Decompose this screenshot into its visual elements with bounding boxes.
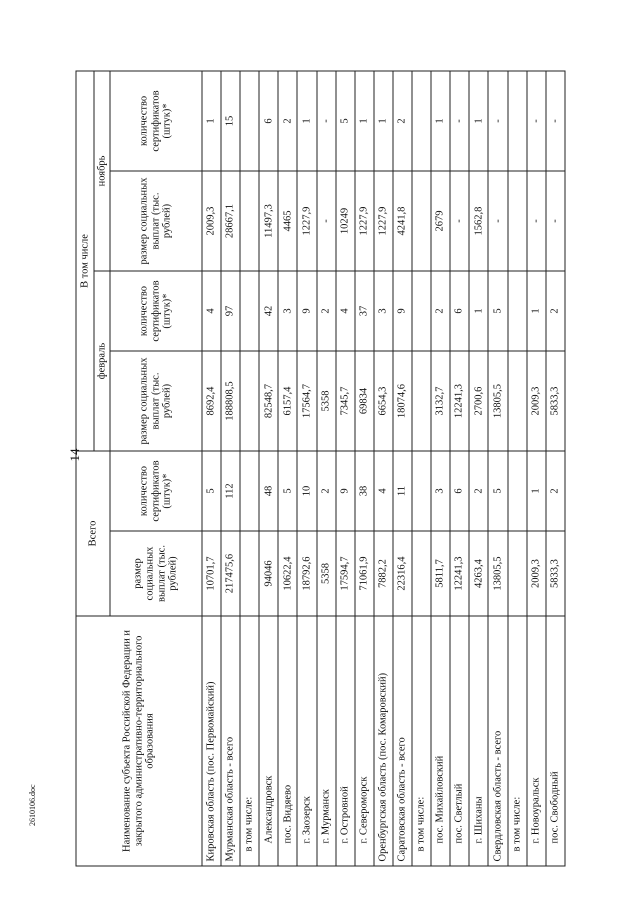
cell-n-count: 5 <box>335 71 354 171</box>
cell-t-count: 2 <box>469 451 488 531</box>
cell-f-count: 4 <box>335 271 354 351</box>
cell-t-count: 38 <box>354 451 373 531</box>
cell-f-count: 3 <box>278 271 297 351</box>
cell-n-count: - <box>545 71 564 171</box>
cell-t-size: 10622,4 <box>278 531 297 616</box>
cell-n-count: 1 <box>297 71 316 171</box>
cell-n-count: 2 <box>392 71 411 171</box>
cell-name: г. Новоуральск <box>526 616 545 866</box>
header-feb-count: количество сертификатов (штук)* <box>110 271 202 351</box>
cell-name: г. Мурманск <box>316 616 335 866</box>
cell-f-size: 6157,4 <box>278 351 297 451</box>
table-row <box>373 71 392 866</box>
header-total-size: размер социальных выплат (тыс. рублей) <box>110 531 202 616</box>
cell-f-size: 13805,5 <box>488 351 507 451</box>
cell-n-size: 10249 <box>335 171 354 271</box>
cell-name: в том числе: <box>507 616 526 866</box>
cell-n-count: 1 <box>354 71 373 171</box>
table-row <box>507 71 526 866</box>
cell-t-count: 1 <box>526 451 545 531</box>
cell-name: пос. Светлый <box>450 616 469 866</box>
cell-t-size: 5358 <box>316 531 335 616</box>
cell-name: в том числе: <box>412 616 431 866</box>
cell-n-size: 2009,3 <box>202 171 221 271</box>
cell-n-size: 1227,9 <box>297 171 316 271</box>
table-row <box>431 71 450 866</box>
cell-name: г. Заозерск <box>297 616 316 866</box>
cell-t-size: 13805,5 <box>488 531 507 616</box>
cell-t-size: 17594,7 <box>335 531 354 616</box>
table-row <box>335 71 354 866</box>
cell-n-count: 6 <box>259 71 278 171</box>
page-number: 14 <box>67 448 82 462</box>
cell-n-size: 11497,3 <box>259 171 278 271</box>
table-row <box>526 71 545 866</box>
table-row <box>488 71 507 866</box>
cell-name: Свердловская область - всего <box>488 616 507 866</box>
cell-n-size: - <box>450 171 469 271</box>
cell-t-size: 94046 <box>259 531 278 616</box>
cell-f-size: 6654,3 <box>373 351 392 451</box>
cell-t-count: 9 <box>335 451 354 531</box>
cell-t-count <box>240 451 259 531</box>
cell-f-size <box>412 351 431 451</box>
cell-n-size <box>240 171 259 271</box>
cell-t-count: 11 <box>392 451 411 531</box>
rotated-table-wrapper <box>75 72 565 867</box>
cell-f-count: 37 <box>354 271 373 351</box>
cell-t-count <box>412 451 431 531</box>
cell-f-count: 3 <box>373 271 392 351</box>
cell-n-size: 2679 <box>431 171 450 271</box>
cell-t-count: 4 <box>373 451 392 531</box>
cell-name: в том числе: <box>240 616 259 866</box>
header-nov-size: размер социальных выплат (тыс. рублей) <box>110 171 202 271</box>
cell-name: Саратовская область - всего <box>392 616 411 866</box>
cell-t-count: 5 <box>202 451 221 531</box>
cell-f-size: 8692,4 <box>202 351 221 451</box>
cell-t-count: 2 <box>316 451 335 531</box>
cell-f-count: 97 <box>221 271 240 351</box>
cell-n-count: - <box>488 71 507 171</box>
cell-t-size: 18792,6 <box>297 531 316 616</box>
cell-t-count: 6 <box>450 451 469 531</box>
cell-n-size: - <box>316 171 335 271</box>
cell-name: г. Шиханы <box>469 616 488 866</box>
cell-t-size: 5833,3 <box>545 531 564 616</box>
header-name: Наименование субъекта Российской Федерации и закрытого административно-территориального образования <box>76 616 202 866</box>
cell-t-size: 4263,4 <box>469 531 488 616</box>
cell-t-size: 71061,9 <box>354 531 373 616</box>
document-code: 2610106.doc <box>28 784 37 826</box>
cell-n-count <box>240 71 259 171</box>
cell-f-count: 1 <box>469 271 488 351</box>
cell-name: г. Островной <box>335 616 354 866</box>
header-total-count: количество сертификатов (штук)* <box>110 451 202 531</box>
table-row <box>221 71 240 866</box>
cell-t-count: 112 <box>221 451 240 531</box>
cell-n-size: 1227,9 <box>354 171 373 271</box>
cell-f-size: 18074,6 <box>392 351 411 451</box>
table-row <box>240 71 259 866</box>
cell-f-size: 17564,7 <box>297 351 316 451</box>
cell-n-count: 1 <box>431 71 450 171</box>
cell-f-count: 9 <box>392 271 411 351</box>
cell-t-size: 217475,6 <box>221 531 240 616</box>
cell-f-size <box>240 351 259 451</box>
cell-name: Оренбургская область (пос. Комаровский) <box>373 616 392 866</box>
cell-n-count: 2 <box>278 71 297 171</box>
cell-f-count: 2 <box>545 271 564 351</box>
cell-n-size <box>507 171 526 271</box>
cell-n-count <box>412 71 431 171</box>
cell-name: пос. Михайловский <box>431 616 450 866</box>
cell-t-size: 5811,7 <box>431 531 450 616</box>
cell-f-size: 2009,3 <box>526 351 545 451</box>
cell-n-size: - <box>545 171 564 271</box>
cell-t-size: 12241,3 <box>450 531 469 616</box>
cell-f-count: 2 <box>316 271 335 351</box>
cell-t-size: 7882,2 <box>373 531 392 616</box>
cell-t-size <box>507 531 526 616</box>
cell-f-size: 7345,7 <box>335 351 354 451</box>
table-row <box>278 71 297 866</box>
header-feb-size: размер социальных выплат (тыс. рублей) <box>110 351 202 451</box>
cell-name: Кировская область (пос. Первомайский) <box>202 616 221 866</box>
cell-n-count: 1 <box>202 71 221 171</box>
cell-f-size: 188808,5 <box>221 351 240 451</box>
cell-t-size: 2009,3 <box>526 531 545 616</box>
cell-name: Мурманская область - всего <box>221 616 240 866</box>
cell-t-count: 3 <box>431 451 450 531</box>
cell-t-size: 22316,4 <box>392 531 411 616</box>
header-total: Всего <box>76 451 110 616</box>
cell-n-count: - <box>450 71 469 171</box>
table-row <box>202 71 221 866</box>
table-body <box>202 71 565 866</box>
cell-n-size: - <box>526 171 545 271</box>
header-nov: ноябрь <box>94 71 110 271</box>
cell-t-count: 5 <box>278 451 297 531</box>
cell-n-size: 28667,1 <box>221 171 240 271</box>
table-row <box>392 71 411 866</box>
cell-t-count: 5 <box>488 451 507 531</box>
cell-f-count <box>507 271 526 351</box>
cell-f-count: 5 <box>488 271 507 351</box>
cell-name: пос. Свободный <box>545 616 564 866</box>
table-row <box>259 71 278 866</box>
cell-f-size: 12241,3 <box>450 351 469 451</box>
cell-f-count: 1 <box>526 271 545 351</box>
cell-t-size <box>412 531 431 616</box>
cell-f-count <box>240 271 259 351</box>
cell-t-count: 2 <box>545 451 564 531</box>
cell-n-count: 1 <box>469 71 488 171</box>
cell-n-size: 1562,8 <box>469 171 488 271</box>
cell-f-size: 82548,7 <box>259 351 278 451</box>
header-nov-count: количество сертификатов (штук)* <box>110 71 202 171</box>
cell-f-size <box>507 351 526 451</box>
cell-t-size: 10701,7 <box>202 531 221 616</box>
table-row <box>297 71 316 866</box>
header-feb: февраль <box>94 271 110 451</box>
cell-f-size: 5358 <box>316 351 335 451</box>
cell-f-count: 9 <box>297 271 316 351</box>
cell-f-count: 42 <box>259 271 278 351</box>
cell-f-size: 69834 <box>354 351 373 451</box>
cell-n-count <box>507 71 526 171</box>
cell-n-count: - <box>316 71 335 171</box>
cell-n-size: - <box>488 171 507 271</box>
table-row <box>316 71 335 866</box>
cell-t-count <box>507 451 526 531</box>
table-row <box>545 71 564 866</box>
cell-n-size: 1227,9 <box>373 171 392 271</box>
cell-f-size: 3132,7 <box>431 351 450 451</box>
cell-n-size: 4465 <box>278 171 297 271</box>
cell-n-count: - <box>526 71 545 171</box>
cell-n-count: 1 <box>373 71 392 171</box>
data-table <box>75 70 565 866</box>
cell-f-size: 2700,6 <box>469 351 488 451</box>
cell-f-size: 5833,3 <box>545 351 564 451</box>
cell-n-size <box>412 171 431 271</box>
cell-name: г. Североморск <box>354 616 373 866</box>
table-row <box>412 71 431 866</box>
cell-f-count: 6 <box>450 271 469 351</box>
cell-n-size: 4241,8 <box>392 171 411 271</box>
header-in-total: В том числе <box>76 71 94 451</box>
cell-name: Александровск <box>259 616 278 866</box>
cell-f-count: 2 <box>431 271 450 351</box>
table-row <box>354 71 373 866</box>
cell-f-count <box>412 271 431 351</box>
cell-name: пос. Видяево <box>278 616 297 866</box>
cell-n-count: 15 <box>221 71 240 171</box>
cell-f-count: 4 <box>202 271 221 351</box>
cell-t-count: 10 <box>297 451 316 531</box>
table-row <box>469 71 488 866</box>
table-row <box>450 71 469 866</box>
cell-t-size <box>240 531 259 616</box>
cell-t-count: 48 <box>259 451 278 531</box>
